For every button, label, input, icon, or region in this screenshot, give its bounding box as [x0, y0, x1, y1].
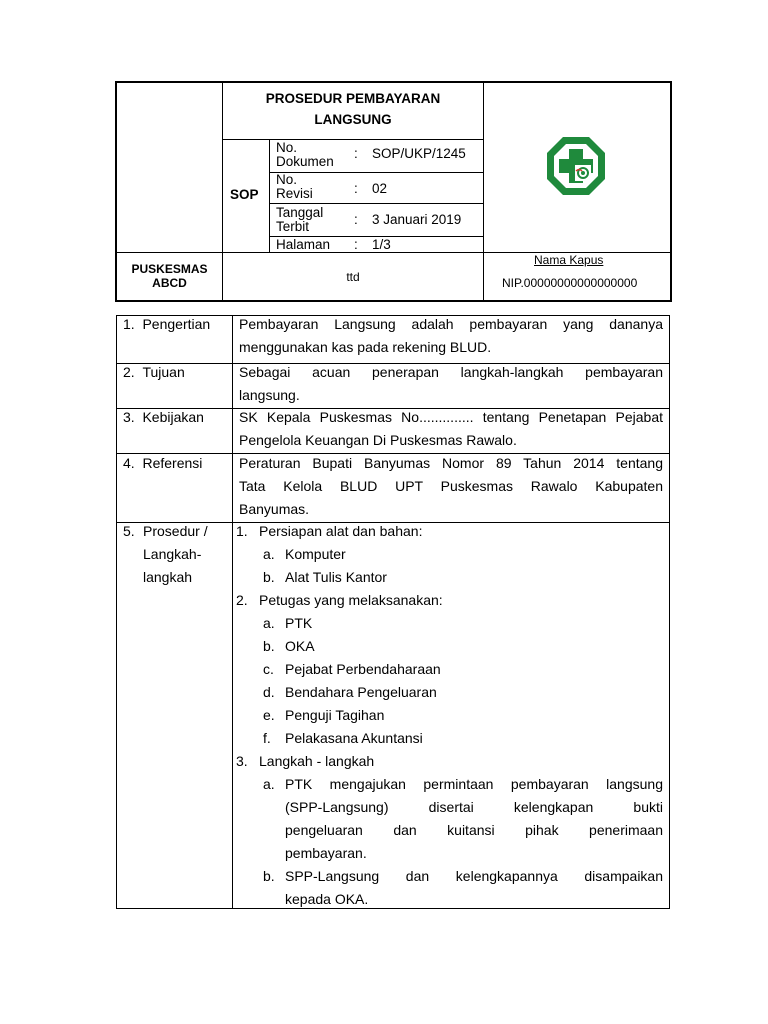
sub-item	[236, 704, 664, 727]
item-number: 2.	[236, 592, 248, 608]
section-label: Referensi	[142, 455, 203, 471]
sub-text: Komputer	[285, 546, 346, 562]
procedure-list	[236, 520, 664, 911]
sub-item	[236, 543, 664, 566]
sub-text: Bendahara Pengeluaran	[285, 684, 437, 700]
section-number-prosedur: 5.	[123, 523, 135, 539]
field-value-halaman: 1/3	[372, 237, 391, 252]
section-label: Kebijakan	[142, 409, 204, 425]
sub-letter: b.	[263, 569, 275, 585]
sub-item	[236, 635, 664, 658]
sub-item	[236, 681, 664, 704]
signature-text: ttd	[346, 270, 360, 284]
field-colon: :	[354, 212, 358, 227]
field-label-tanggal	[276, 206, 323, 234]
section-text-tujuan	[239, 361, 663, 407]
section-number: 1.	[123, 316, 135, 332]
field-value-tanggal: 3 Januari 2019	[372, 212, 462, 227]
sub-letter: b.	[263, 868, 275, 884]
section-label-tujuan	[123, 361, 185, 384]
field-value-revisi: 02	[372, 181, 388, 196]
title-line-1: PROSEDUR PEMBAYARAN	[265, 91, 441, 106]
field-label-line: No.	[276, 172, 298, 187]
org-line-1: PUSKESMAS	[131, 262, 208, 276]
field-label-line: Terbit	[276, 219, 310, 234]
text-line: Pembayaran Langsung adalah pembayaran yang dananya	[239, 316, 663, 332]
section-number: 3.	[123, 409, 135, 425]
sub-letter: e.	[263, 707, 275, 723]
field-colon: :	[354, 146, 358, 161]
text-line: Sebagai acuan penerapan langkah-langkah pembayaran	[239, 364, 663, 380]
sub-text-line: kepada OKA.	[285, 891, 369, 907]
procedure-item	[236, 750, 664, 773]
document-title	[223, 88, 483, 130]
sub-text-line: SPP-Langsung dan kelengkapannya disampaikan	[285, 868, 663, 884]
field-label-halaman: Halaman	[276, 237, 331, 252]
section-number: 2.	[123, 364, 135, 380]
title-line-2: LANGSUNG	[314, 112, 392, 127]
label-line: langkah	[143, 569, 193, 585]
sub-letter: a.	[263, 776, 275, 792]
sub-text: OKA	[285, 638, 315, 654]
item-text: Petugas yang melaksanakan:	[259, 592, 443, 608]
sub-text: Penguji Tagihan	[285, 707, 385, 723]
field-label-line: Dokumen	[276, 154, 334, 169]
sub-text: Pejabat Perbendaharaan	[285, 661, 441, 677]
sub-letter: a.	[263, 546, 275, 562]
sub-text-line: (SPP-Langsung) disertai kelengkapan bukti	[285, 799, 663, 815]
sub-letter: d.	[263, 684, 275, 700]
section-label: Pengertian	[142, 316, 211, 332]
item-number: 3.	[236, 753, 248, 769]
organization-name	[117, 262, 222, 290]
text-line: Banyumas.	[239, 501, 310, 517]
section-label-pengertian	[123, 313, 210, 336]
sub-item	[236, 865, 664, 911]
procedure-item	[236, 520, 664, 543]
text-line: langsung.	[239, 387, 300, 403]
sub-item	[236, 612, 664, 635]
text-line: Peraturan Bupati Banyumas Nomor 89 Tahun 2014 tentang	[239, 455, 663, 471]
field-colon: :	[354, 237, 358, 252]
puskesmas-logo-icon	[545, 135, 607, 197]
item-text: Langkah - langkah	[259, 753, 375, 769]
nip-number: NIP.00000000000000000	[502, 276, 638, 290]
field-label-line: Revisi	[276, 186, 313, 201]
text-line: menggunakan kas pada rekening BLUD.	[239, 339, 492, 355]
sub-item	[236, 773, 664, 865]
text-line: Tata Kelola BLUD UPT Puskesmas Rawalo Kabupaten	[239, 478, 663, 494]
item-number: 1.	[236, 523, 248, 539]
field-label-line: Tanggal	[276, 205, 324, 220]
item-text: Persiapan alat dan bahan:	[259, 523, 423, 539]
org-line-2: ABCD	[152, 276, 187, 290]
section-text-pengertian	[239, 313, 663, 359]
section-label-kebijakan	[123, 406, 204, 429]
field-colon: :	[354, 181, 358, 196]
text-line: SK Kepala Puskesmas No.............. tentang Penetapan Pejabat	[239, 409, 663, 425]
sub-text-line: PTK mengajukan permintaan pembayaran langsung	[285, 776, 663, 792]
section-label-referensi	[123, 452, 202, 475]
sub-item	[236, 727, 664, 750]
sub-text: Alat Tulis Kantor	[285, 569, 387, 585]
field-label-line: No.	[276, 140, 298, 155]
section-text-kebijakan	[239, 406, 663, 452]
field-label-revisi	[276, 173, 313, 201]
field-value-dokumen: SOP/UKP/1245	[372, 146, 466, 161]
sub-text: Pelakasana Akuntansi	[285, 730, 423, 746]
sub-item	[236, 658, 664, 681]
label-line: Prosedur /	[143, 523, 208, 539]
sub-text-line: pembayaran.	[285, 845, 367, 861]
sub-item	[236, 566, 664, 589]
procedure-item	[236, 589, 664, 612]
label-line: Langkah-	[143, 546, 202, 562]
section-label-prosedur	[143, 520, 208, 589]
text-line: Pengelola Keuangan Di Puskesmas Rawalo.	[239, 432, 517, 448]
section-number: 4.	[123, 455, 135, 471]
sub-letter: b.	[263, 638, 275, 654]
sub-letter: a.	[263, 615, 275, 631]
sub-text-line: pengeluaran dan kuitansi pihak penerimaan	[285, 822, 663, 838]
head-name: Nama Kapus	[534, 253, 604, 267]
field-label-dokumen	[276, 141, 334, 169]
section-label: Tujuan	[142, 364, 185, 380]
section-text-referensi	[239, 452, 663, 521]
sub-letter: f.	[263, 730, 271, 746]
sop-label: SOP	[230, 187, 259, 202]
sub-letter: c.	[263, 661, 274, 677]
sub-text: PTK	[285, 615, 313, 631]
